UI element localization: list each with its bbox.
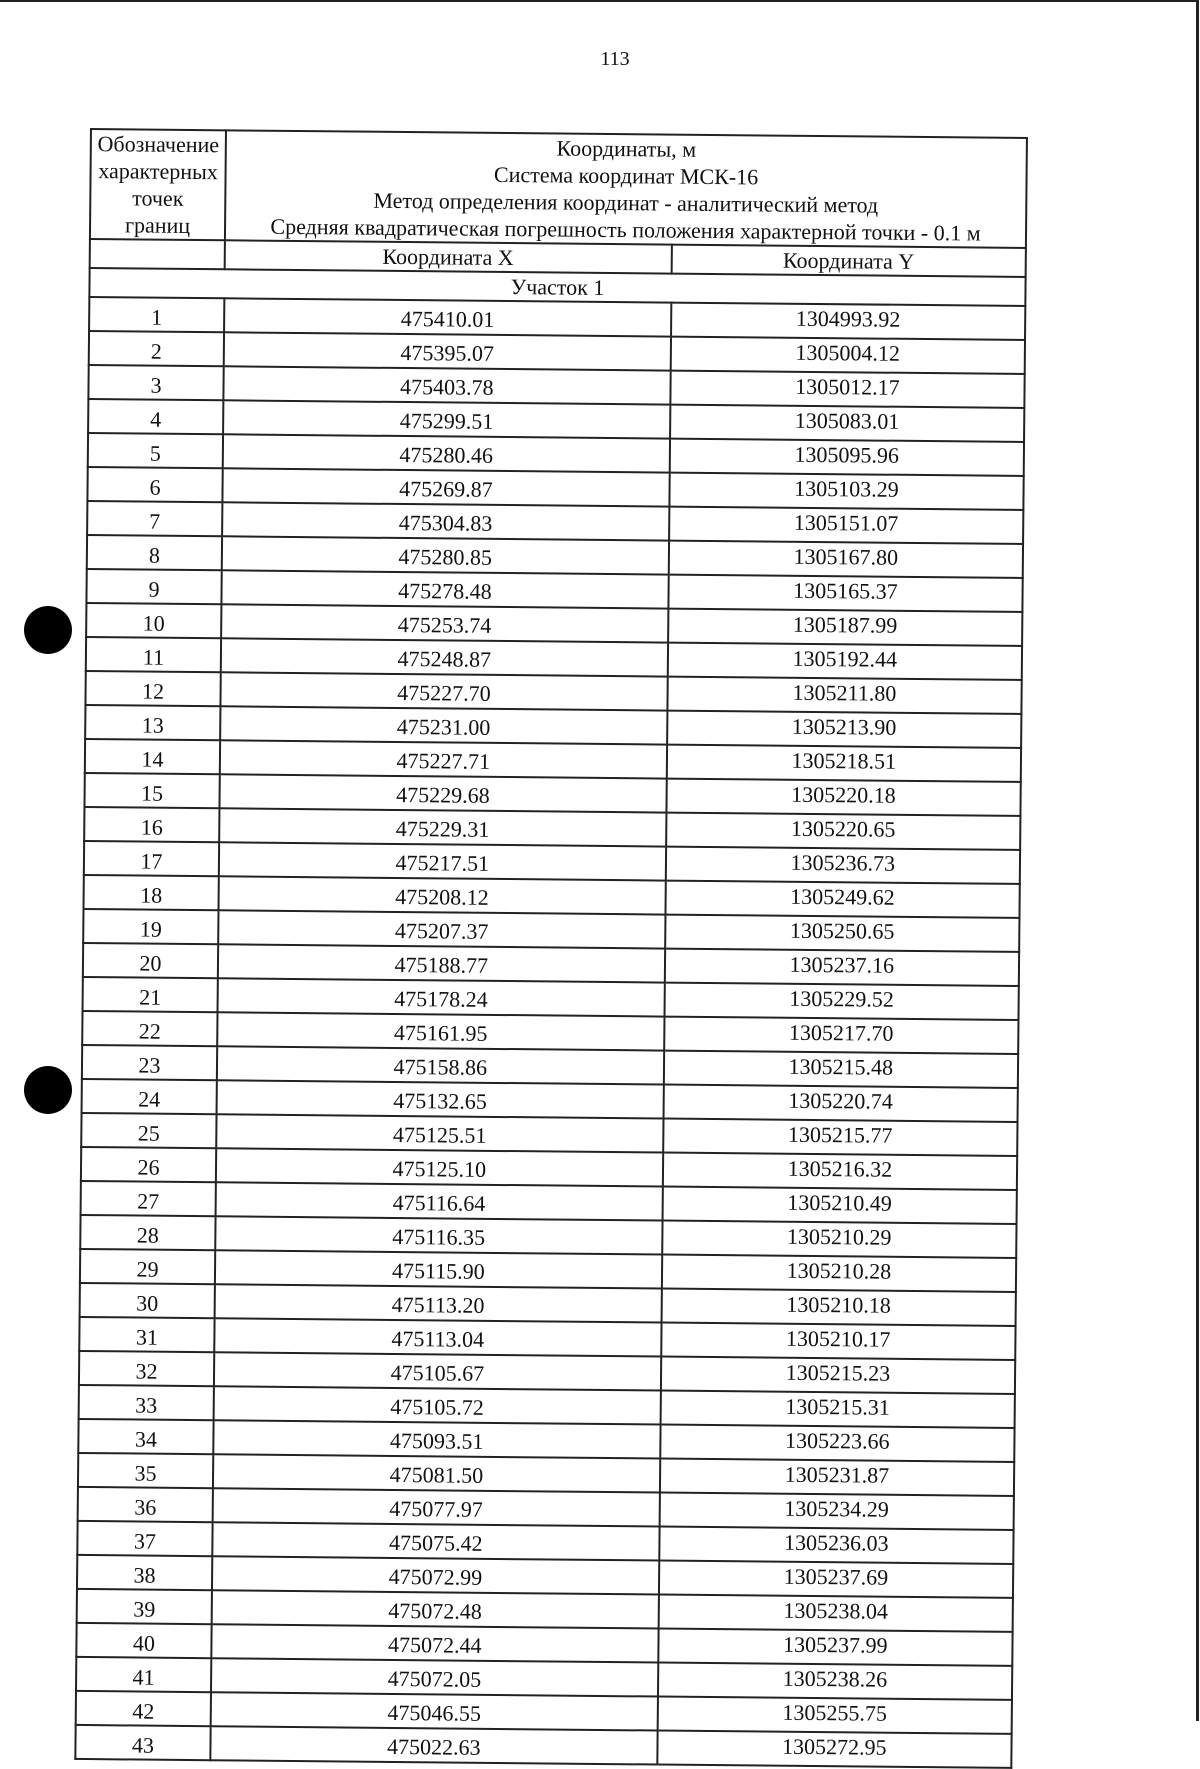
coordinate-x: 475410.01 — [224, 298, 671, 336]
coordinate-y: 1305237.16 — [665, 949, 1020, 986]
coordinate-y: 1305215.23 — [661, 1357, 1016, 1394]
point-number: 39 — [77, 1589, 212, 1624]
coordinate-x: 475158.86 — [217, 1046, 664, 1084]
coordinate-y: 1305210.29 — [662, 1221, 1017, 1258]
point-number: 2 — [89, 331, 224, 366]
column-label-y: Координата Y — [671, 245, 1026, 277]
point-number: 9 — [86, 569, 221, 604]
coordinate-x: 475115.90 — [215, 1250, 662, 1288]
coordinate-y: 1305272.95 — [657, 1731, 1012, 1768]
section-label: Участок 1 — [89, 268, 1025, 306]
point-number: 17 — [84, 841, 219, 876]
coordinate-x: 475188.77 — [218, 944, 665, 982]
coordinate-y: 1305250.65 — [665, 915, 1020, 952]
point-number: 21 — [83, 977, 218, 1012]
coordinate-y: 1305237.69 — [659, 1561, 1014, 1598]
coordinate-y: 1305210.17 — [661, 1323, 1016, 1360]
coordinate-y: 1305210.18 — [661, 1289, 1016, 1326]
coordinate-y: 1305236.73 — [665, 847, 1020, 884]
coordinate-y: 1305238.26 — [658, 1663, 1013, 1700]
point-number: 36 — [78, 1487, 213, 1522]
point-number: 37 — [77, 1521, 212, 1556]
header-accuracy: Средняя квадратическая погрешность положения характерной точки - 0.1 м — [270, 213, 981, 246]
coordinate-x: 475105.67 — [214, 1352, 661, 1390]
point-number: 8 — [87, 535, 222, 570]
coordinate-y: 1305218.51 — [666, 745, 1021, 782]
coordinate-x: 475299.51 — [223, 400, 670, 438]
point-number: 41 — [76, 1657, 211, 1692]
point-number: 14 — [85, 739, 220, 774]
header-coordinate-system: Система координат МСК-16 — [493, 161, 759, 190]
point-number: 25 — [81, 1113, 216, 1148]
coordinate-x: 475125.51 — [216, 1114, 663, 1152]
coordinate-x: 475125.10 — [216, 1148, 663, 1186]
point-number: 33 — [79, 1385, 214, 1420]
point-number: 11 — [86, 637, 221, 672]
coordinate-x: 475280.46 — [223, 434, 670, 472]
coordinate-y: 1305210.49 — [662, 1187, 1017, 1224]
point-number: 30 — [80, 1283, 215, 1318]
coordinate-x: 475093.51 — [213, 1420, 660, 1458]
coordinate-x: 475022.63 — [210, 1726, 657, 1764]
point-number: 10 — [86, 603, 221, 638]
point-number: 18 — [84, 875, 219, 910]
coordinate-x: 475072.48 — [212, 1590, 659, 1628]
point-number: 27 — [81, 1181, 216, 1216]
point-number: 43 — [75, 1725, 210, 1760]
coordinate-y: 1305213.90 — [667, 711, 1022, 748]
coordinate-x: 475231.00 — [220, 706, 667, 744]
point-number: 16 — [84, 807, 219, 842]
coordinate-x: 475105.72 — [214, 1386, 661, 1424]
coordinate-y: 1305238.04 — [658, 1595, 1013, 1632]
coordinate-x: 475116.64 — [216, 1182, 663, 1220]
coordinate-y: 1305216.32 — [663, 1153, 1018, 1190]
coordinate-x: 475116.35 — [215, 1216, 662, 1254]
coordinate-y: 1305255.75 — [657, 1697, 1012, 1734]
point-number: 35 — [78, 1453, 213, 1488]
coordinate-x: 475253.74 — [221, 604, 668, 642]
coordinate-x: 475161.95 — [217, 1012, 664, 1050]
header-point-designation: Обозначение характерных точек границ — [90, 129, 226, 240]
page-number: 113 — [600, 48, 630, 70]
point-number: 1 — [89, 297, 224, 332]
coordinate-x: 475217.51 — [219, 842, 666, 880]
point-number: 40 — [76, 1623, 211, 1658]
point-number: 31 — [79, 1317, 214, 1352]
coordinate-y: 1305229.52 — [664, 983, 1019, 1020]
coordinate-x: 475072.99 — [212, 1556, 659, 1594]
coordinate-x: 475227.70 — [220, 672, 667, 710]
point-number: 34 — [78, 1419, 213, 1454]
coordinate-x: 475208.12 — [219, 876, 666, 914]
point-number: 13 — [85, 705, 220, 740]
coordinate-x: 475081.50 — [213, 1454, 660, 1492]
coordinate-y: 1305215.31 — [660, 1391, 1015, 1428]
coordinate-y: 1305249.62 — [665, 881, 1020, 918]
coordinate-y: 1304993.92 — [671, 303, 1026, 340]
point-number: 5 — [88, 433, 223, 468]
coordinate-y: 1305095.96 — [669, 439, 1024, 476]
coordinate-y: 1305210.28 — [662, 1255, 1017, 1292]
coordinate-y: 1305223.66 — [660, 1425, 1015, 1462]
coordinate-y: 1305192.44 — [667, 643, 1022, 680]
coordinate-x: 475046.55 — [211, 1692, 658, 1730]
point-number: 29 — [80, 1249, 215, 1284]
column-label-empty — [90, 239, 225, 269]
point-number: 32 — [79, 1351, 214, 1386]
coordinate-y: 1305103.29 — [669, 473, 1024, 510]
coordinates-table — [74, 128, 1028, 1769]
point-number: 23 — [82, 1045, 217, 1080]
header-coordinates-unit: Координаты, м — [556, 135, 697, 162]
coordinate-y: 1305215.77 — [663, 1119, 1018, 1156]
coordinate-x: 475395.07 — [224, 332, 671, 370]
header-coordinates-info — [225, 130, 1027, 248]
header-method: Метод определения координат - аналитический метод — [373, 187, 879, 218]
coordinate-x: 475077.97 — [213, 1488, 660, 1526]
coordinate-x: 475229.68 — [219, 774, 666, 812]
coordinate-x: 475227.71 — [220, 740, 667, 778]
point-number: 28 — [80, 1215, 215, 1250]
coordinate-x: 475280.85 — [222, 536, 669, 574]
coordinate-x: 475113.04 — [214, 1318, 661, 1356]
point-number: 38 — [77, 1555, 212, 1590]
coordinate-y: 1305211.80 — [667, 677, 1022, 714]
table-header-row — [90, 129, 1027, 248]
coordinate-y: 1305012.17 — [670, 371, 1025, 408]
coordinate-y: 1305187.99 — [668, 609, 1023, 646]
point-number: 12 — [85, 671, 220, 706]
point-number: 15 — [84, 773, 219, 808]
coordinate-y: 1305083.01 — [670, 405, 1025, 442]
coordinate-y: 1305231.87 — [660, 1459, 1015, 1496]
coordinate-x: 475072.05 — [211, 1658, 658, 1696]
point-number: 7 — [87, 501, 222, 536]
coordinate-y: 1305234.29 — [659, 1493, 1014, 1530]
coordinate-y: 1305215.48 — [664, 1051, 1019, 1088]
coordinate-y: 1305004.12 — [670, 337, 1025, 374]
point-number: 6 — [87, 467, 222, 502]
coordinate-y: 1305151.07 — [669, 507, 1024, 544]
coordinate-x: 475278.48 — [221, 570, 668, 608]
punch-hole-icon — [24, 1066, 72, 1114]
point-number: 3 — [88, 365, 223, 400]
coordinate-x: 475304.83 — [222, 502, 669, 540]
coordinate-x: 475248.87 — [221, 638, 668, 676]
coordinate-x: 475207.37 — [218, 910, 665, 948]
coordinate-x: 475075.42 — [212, 1522, 659, 1560]
coordinate-y: 1305236.03 — [659, 1527, 1014, 1564]
coordinate-y: 1305220.65 — [666, 813, 1021, 850]
coordinate-y: 1305167.80 — [668, 541, 1023, 578]
coordinate-y: 1305165.37 — [668, 575, 1023, 612]
point-number: 42 — [76, 1691, 211, 1726]
coordinate-y: 1305237.99 — [658, 1629, 1013, 1666]
point-number: 22 — [82, 1011, 217, 1046]
coordinate-x: 475403.78 — [223, 366, 670, 404]
punch-hole-icon — [24, 606, 72, 654]
coordinate-x: 475178.24 — [218, 978, 665, 1016]
point-number: 26 — [81, 1147, 216, 1182]
point-number: 24 — [82, 1079, 217, 1114]
point-number: 4 — [88, 399, 223, 434]
coordinate-x: 475132.65 — [217, 1080, 664, 1118]
coordinate-x: 475269.87 — [222, 468, 669, 506]
point-number: 20 — [83, 943, 218, 978]
coordinate-y: 1305220.18 — [666, 779, 1021, 816]
coordinate-y: 1305217.70 — [664, 1017, 1019, 1054]
point-number: 19 — [83, 909, 218, 944]
coordinate-x: 475113.20 — [215, 1284, 662, 1322]
column-label-x: Координата X — [225, 240, 672, 273]
coordinate-x: 475072.44 — [211, 1624, 658, 1662]
coordinate-x: 475229.31 — [219, 808, 666, 846]
coordinate-y: 1305220.74 — [663, 1085, 1018, 1122]
